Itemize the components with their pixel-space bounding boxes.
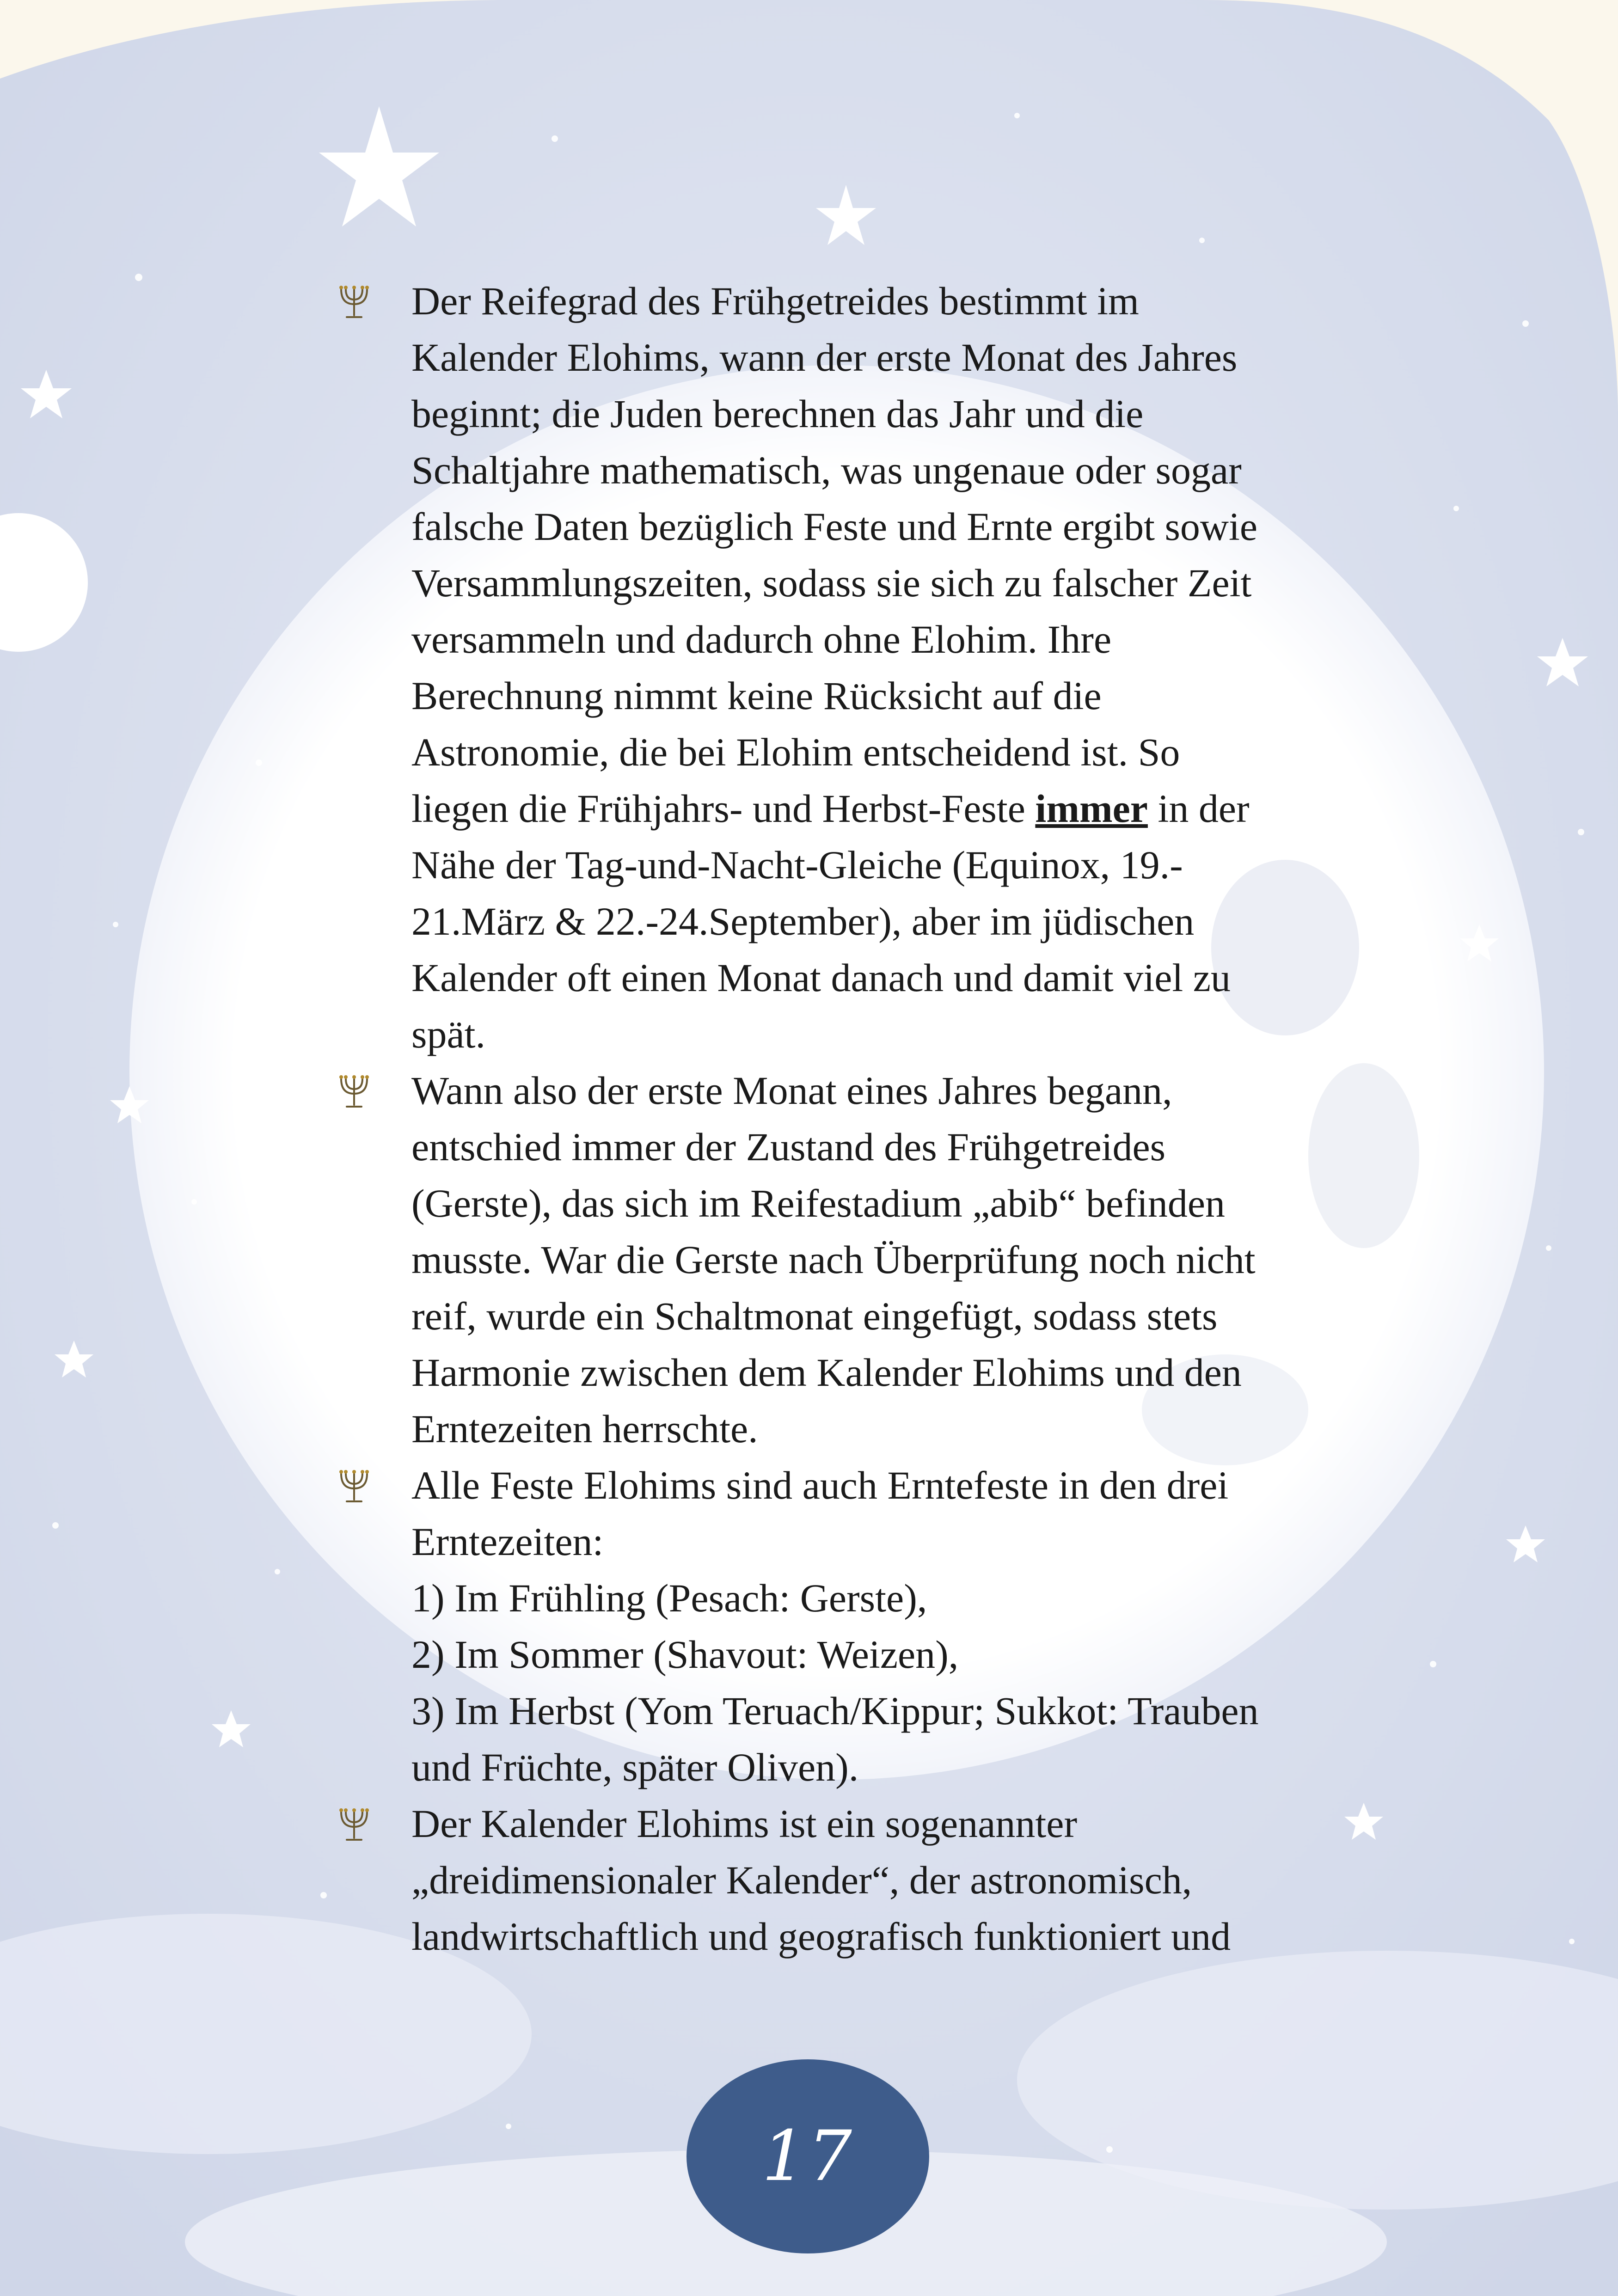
page-number: 17 xyxy=(762,2116,854,2197)
text-line: Schaltjahre mathematisch, was ungenaue oder sogar xyxy=(411,448,1242,492)
text-line: Harmonie zwischen dem Kalender Elohims und den xyxy=(411,1350,1242,1395)
text-line: 3) Im Herbst (Yom Teruach/Kippur; Sukkot: Trauben xyxy=(411,1689,1259,1733)
bullet-list xyxy=(337,273,1364,1965)
text-line: Erntezeiten: xyxy=(411,1519,604,1564)
text-line: Erntezeiten herrschte. xyxy=(411,1407,758,1451)
text-line: (Gerste), das sich im Reifestadium „abib“ befinden xyxy=(411,1181,1226,1225)
text-line: spät. xyxy=(411,1012,486,1056)
text-line: 21.März & 22.-24.September), aber im jüdischen xyxy=(411,899,1195,943)
bullet-item xyxy=(337,1795,1364,1965)
text-run: in der xyxy=(1147,786,1250,831)
text-line: landwirtschaftlich und geografisch funktioniert und xyxy=(411,1914,1231,1959)
text-line: Berechnung nimmt keine Rücksicht auf die xyxy=(411,673,1102,718)
bullet-item xyxy=(337,1062,1364,1457)
text-line: falsche Daten bezüglich Feste und Ernte ergibt sowie xyxy=(411,504,1258,549)
text-line: versammeln und dadurch ohne Elohim. Ihre xyxy=(411,617,1112,661)
text-line xyxy=(411,780,1364,837)
text-line: Kalender Elohims, wann der erste Monat des Jahres xyxy=(411,335,1238,380)
text-line: Der Kalender Elohims ist ein sogenannter xyxy=(411,1801,1078,1846)
text-line: 1) Im Frühling (Pesach: Gerste), xyxy=(411,1576,927,1620)
emphasized-word: immer xyxy=(1035,786,1148,831)
text-line: Kalender oft einen Monat danach und damit viel zu xyxy=(411,955,1231,1000)
menorah-icon xyxy=(337,1073,371,1110)
text-line: Wann also der erste Monat eines Jahres begann, xyxy=(411,1068,1172,1113)
text-line: Astronomie, die bei Elohim entscheidend ist. So xyxy=(411,730,1180,774)
menorah-icon xyxy=(337,1806,371,1843)
text-line: „dreidimensionaler Kalender“, der astronomisch, xyxy=(411,1858,1192,1902)
menorah-icon xyxy=(337,284,371,321)
text-line: Alle Feste Elohims sind auch Erntefeste in den drei xyxy=(411,1463,1229,1507)
bullet-item xyxy=(337,1457,1364,1795)
text-line: musste. War die Gerste nach Überprüfung noch nicht xyxy=(411,1237,1256,1282)
menorah-icon xyxy=(337,1468,371,1505)
text-line: Versammlungszeiten, sodass sie sich zu falscher Zeit xyxy=(411,561,1252,605)
text-line: 2) Im Sommer (Shavout: Weizen), xyxy=(411,1632,959,1677)
text-line: und Früchte, später Oliven). xyxy=(411,1745,859,1789)
text-line: Der Reifegrad des Frühgetreides bestimmt im xyxy=(411,279,1139,323)
text-run: liegen die Frühjahrs- und Herbst-Feste xyxy=(411,786,1036,831)
text-line: Nähe der Tag-und-Nacht-Gleiche (Equinox, 19.- xyxy=(411,843,1183,887)
bullet-item xyxy=(337,273,1364,1062)
text-line: beginnt; die Juden berechnen das Jahr und die xyxy=(411,392,1144,436)
text-line: entschied immer der Zustand des Frühgetreides xyxy=(411,1125,1166,1169)
page-number-badge xyxy=(686,2059,929,2253)
text-line: reif, wurde ein Schaltmonat eingefügt, sodass stets xyxy=(411,1294,1218,1338)
